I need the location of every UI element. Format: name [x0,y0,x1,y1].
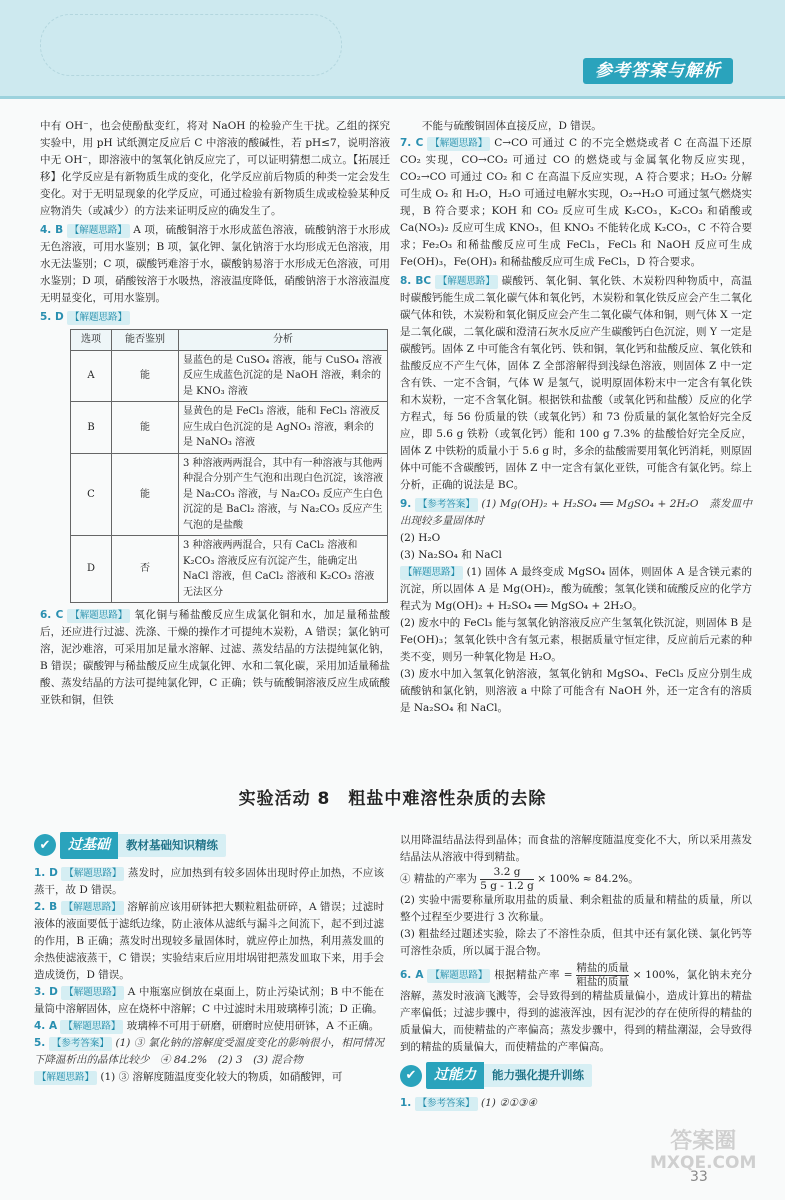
yield-formula [400,866,752,892]
table-cell: 3 种溶液两两混合，只有 CaCl₂ 溶液和 K₂CO₃ 溶液反应有沉淀产生，能确定出 NaCl 溶液，但 CaCl₂ 溶液和 K₂CO₃ 溶液无法区分 [179,536,388,603]
answer-4 [40,222,390,307]
table-cell: A [71,350,112,402]
analysis-text: (2) 废水中的 FeCl₃ 能与氢氧化钠溶液反应产生氢氧化铁沉淀，则固体 B 是 Fe(OH)₃；氢氧化铁中含有氢元素，根据质量守恒定律，反应前后元素的种类不变，则另一种氧化物是 H₂O。 [400,617,752,663]
watermark-line: 答案圈 [670,1129,737,1154]
answer-6 [40,607,390,709]
analysis-tag: 【解题思路】 [435,275,498,289]
answer-2 [34,899,384,984]
right-column [400,118,752,717]
answer-text: (1) Mg(OH)₂ + H₂SO₄ ══ MgSO₄ + 2H₂O 蒸发皿中出现较多量固体时 [400,498,752,527]
basic-section-continued [400,832,752,1112]
table-row [71,536,388,603]
table-cell: 能 [112,350,179,402]
analysis-text: (1) 固体 A 最终变成 MgSO₄ 固体，则固体 A 是含镁元素的沉淀，所以固体 A 是 Mg(OH)₂，酸为硫酸；氢氧化镁和硫酸反应的化学方程式为 Mg(OH)₂ + H₂SO₄ ══ MgSO₄ + 2H₂O。 [400,566,752,612]
answer-3 [34,984,384,1018]
checkmark-icon: ✔ [34,834,56,856]
table-cell: C [71,453,112,536]
question-number: 4. A [34,1019,58,1032]
paragraph: (3) 粗盐经过题述实验，除去了不溶性杂质，但其中还有氯化镁、氯化钙等可溶性杂质，所以属于混合物。 [400,928,752,958]
question-number: 5. D [40,311,64,323]
table-header-row [71,330,388,351]
answer-9 [400,496,752,530]
analysis [400,564,752,615]
question-number: 6. C [40,609,64,621]
answer-text: C→CO 可通过 C 的不完全燃烧或者 C 在高温下还原 CO₂ 实现，CO→CO₂ 可通过 CO 的燃烧或与金属氧化物反应实现，CO₂→CO 可通过 CO₂ 和 C 在高温下反应实现，A 符合要求；H₂O₂ 分解可生成 O₂ 和 H₂O，H₂O 可通过电解水实现，O₂→H₂O 可通过氢气燃烧实现，B 符合要求；KOH 和 CO₂ 反应可生成 K₂CO₃，K₂CO₃ 和硝酸或 Ca(NO₃)₂ 反应可生成 KNO₃，但 KNO₃ 不能转化成 K₂CO₃，C 不符合要求；Fe₂O₃ 和稀盐酸反应可生成 FeCl₃，FeCl₃ 和 NaOH 反应可生成 Fe(OH)₃，Fe(OH)₃ 和稀盐酸反应可生成 FeCl₃，D 符合要求。 [400,137,753,268]
answer-7 [400,135,752,271]
analysis-tag: 【解题思路】 [34,1071,97,1085]
fraction [480,866,534,892]
fraction [576,962,629,988]
column-header: 选项 [71,330,112,351]
table-cell: 能 [112,453,179,536]
left-column [40,118,390,709]
analysis-tag: 【解题思路】 [61,867,124,881]
question-number: 9. [400,498,412,510]
denominator: 5 g - 1.2 g [480,879,534,892]
answer-text: 碳酸钙、氧化铜、氧化铁、木炭粉四种物质中，高温时碳酸钙能生成二氧化碳气体和氧化钙，木炭粉和氧化铁反应会产生二氧化碳气体和铁，木炭粉和氧化铜反应会产生二氧化碳气体和铜，则气体 X 一定是二氧化碳，二氧化碳和澄清石灰水反应产生碳酸钙白色沉淀，则 Y 一定是碳酸钙。固体 Z 中可能含有氧化钙、铁和铜，氧化钙和盐酸反应、氧化铁和盐酸反应不产生气体，固体 Z 全部溶解得到浅绿色溶液，则固体 Z 中一定含有铁、一定不含铜，气体 W 是氢气，说明原固体粉末中一定含有氧化铁和木炭粉，一定不含氧化铜。根据铁和盐酸（或氧化钙和盐酸）反应的化学方程式，每 56 份质量的铁（或氧化钙）和 73 份质量的氯化氢恰好完全反应，即 5.6 g 铁粉（或氧化钙）能和 100 g 7.3% 的盐酸恰好完全反应，固体 Z 中铁粉的质量小于 5.6 g 时，多余的盐酸需要用氧化钙消耗，则原固体中可能不含碳酸钙，固体 Z 中一定含有氯化亚铁，可能含有氯化钙。综上分析，正确的说法是 BC。 [400,275,753,491]
question-number: 1. [400,1097,412,1110]
table-cell: D [71,536,112,603]
answer-1 [34,865,384,899]
analysis-text: (3) 废水中加入氢氧化钠溶液，氢氧化钠和 MgSO₄、FeCl₃ 反应分别生成硫酸钠和氯化钠，则溶液 a 中除了可能含有 NaOH 外，还一定含有的溶质是 Na₂SO₄ 和 NaCl。 [400,668,752,714]
answer-text: 玻璃棒不可用于研磨，研磨时应使用研钵，A 不正确。 [126,1019,380,1032]
badge-subtitle: 能力强化提升训练 [484,1064,592,1087]
answer-text: 蒸发时，应加热到有较多固体出现时停止加热，不应该蒸干，故 D 错误。 [34,866,384,896]
table-cell: 能 [112,402,179,454]
section-badge [400,1062,752,1089]
analysis-tag: 【解题思路】 [61,986,124,1000]
table-row [71,453,388,536]
analysis-tag: 【解题思路】 [427,137,490,151]
formula-suffix: × 100% ≈ 84.2%。 [537,873,639,886]
question-number: 8. BC [400,275,432,287]
column-header: 能否鉴别 [112,330,179,351]
table-row [71,350,388,402]
reference-answer-tag: 【参考答案】 [49,1037,112,1051]
answer-text: (3) Na₂SO₄ 和 NaCl [400,549,502,561]
badge-subtitle: 教材基础知识精练 [118,834,226,857]
question-number: 1. D [34,866,58,879]
formula-prefix: 根据精盐产率 = [494,969,573,982]
checkmark-icon: ✔ [400,1065,422,1087]
question-number: 7. C [400,137,424,149]
section-title: 实验活动 8 粗盐中难溶性杂质的去除 [238,789,547,809]
table-cell: B [71,402,112,454]
paragraph: 中有 OH⁻，也会使酚酞变红，将对 NaOH 的检验产生干扰。乙组的探究实验中，用 pH 试纸测定反应后 C 中溶液的酸碱性，若 pH≤7，说明溶液中无 OH⁻，即溶液中的氢氧化钠反应完了，可以证明猜想二成立。【拓展迁移】化学反应是有新物质生成的变化，化学反应前后物质的种类一定会发生变化。对于无明显现象的化学反应，可通过检验有新物质生成或检验某种反应物消失（或减少）的方法来证明反应的确发生了。 [40,120,390,217]
question-number: 5. [34,1036,46,1049]
answer-6 [400,962,752,1056]
analysis-tag: 【解题思路】 [427,969,490,983]
answer-5 [34,1035,384,1069]
formula-prefix: ④ 精盐的产率为 [400,873,477,886]
answer-text: 氧化铜与稀盐酸反应生成氯化铜和水，加足量稀盐酸后，还应进行过滤、洗涤、干燥的操作才可提纯木炭粉，A 错误；氯化钠可溶，泥沙难溶，可采用加足量水溶解、过滤、蒸发结晶的方法提纯氯化钠，B 错误；碳酸钾与稀盐酸反应生成氯化钾、水和二氧化碳，采用加适量稀盐酸、蒸发结晶的方法可提纯氯化钾，C 正确；铁与硫酸铜溶液反应生成硫酸亚铁和铜，但铁 [40,609,390,706]
header-decoration [40,14,342,76]
answer-text: 溶解前应该用研钵把大颗粒粗盐研碎，A 错误；过滤时液体的液面要低于滤纸边缘，防止液体从滤纸与漏斗之间流下，起不到过滤的作用，B 正确；蒸发时出现较多量固体时，就应停止加热，利用蒸发皿的余热使滤液蒸干，C 错误；实验结束后应用坩埚钳把蒸发皿取下来，用手会造成烫伤，D 错误。 [34,900,384,981]
answer-text: × 100%，氯化钠未充分溶解，蒸发时液滴飞溅等，会导致得到的精盐质量偏小，造成计算出的精盐产率偏低；过滤步骤中，得到的滤液浑浊，因有泥沙的存在使所得的精盐的质量偏大，而使精盐的产率偏高；蒸发步骤中，得到的精盐潮湿，会导致得到的精盐的质量偏大，而使精盐的产率偏高。 [400,969,753,1054]
answer-text: (2) H₂O [400,532,441,544]
analysis [34,1069,384,1086]
badge-title: 过基础 [60,832,118,859]
table-cell: 3 种溶液两两混合，其中有一种溶液与其他两种混合分别产生气泡和出现白色沉淀，该溶液是 Na₂CO₃ 溶液，与 Na₂CO₃ 反应产生白色沉淀的是 BaCl₂ 溶液，与 Na₂CO₃ 反应产生气泡的是盐酸 [179,453,388,536]
question-number: 2. B [34,900,58,913]
question-number: 3. D [34,985,58,998]
answer-8 [400,273,752,494]
answer-5 [40,309,390,326]
page-header [0,0,785,99]
reference-answer-tag: 【参考答案】 [415,1097,478,1111]
answer-text: A 项，硫酸铜溶于水形成蓝色溶液，硫酸钠溶于水形成无色溶液，可用水鉴别；B 项，氯化钾、氯化钠溶于水均形成无色溶液，用水无法鉴别；C 项，碳酸钙难溶于水，碳酸钠易溶于水形成无色溶液，可用水鉴别；D 项，硝酸铵溶于水吸热，溶液温度降低，硝酸钠溶于水溶液温度无明显变化，可用水鉴别。 [40,224,390,304]
watermark-line: MXQE.COM [650,1153,757,1174]
badge-title: 过能力 [426,1062,484,1089]
section-badge [34,832,384,859]
analysis-tag: 【解题思路】 [67,311,130,325]
analysis-tag: 【解题思路】 [67,224,130,238]
page-number: 33 [690,1169,708,1185]
column-header: 分析 [179,330,388,351]
table-cell: 否 [112,536,179,603]
numerator: 3.2 g [493,866,521,878]
header-title: 参考答案与解析 [583,58,733,84]
answer-text: A 中瓶塞应倒放在桌面上，防止污染试剂；B 中不能在量筒中溶解固体，应在烧杯中溶解；C 中过滤时未用玻璃棒引流；D 正确。 [34,985,384,1015]
paragraph: 不能与硫酸铜固体直接反应，D 错误。 [422,120,602,132]
basic-section [34,832,384,1086]
analysis-tag: 【解题思路】 [400,566,463,580]
analysis-tag: 【解题思路】 [67,609,130,623]
answer-1 [400,1095,752,1112]
analysis-tag: 【解题思路】 [60,1020,123,1034]
answer-text: (1) ②①③④ [481,1097,537,1110]
table-cell: 显蓝色的是 CuSO₄ 溶液，能与 CuSO₄ 溶液反应生成蓝色沉淀的是 NaOH 溶液，剩余的是 KNO₃ 溶液 [179,350,388,402]
table-cell: 显黄色的是 FeCl₃ 溶液，能和 FeCl₃ 溶液反应生成白色沉淀的是 AgNO₃ 溶液，剩余的是 NaNO₃ 溶液 [179,402,388,454]
question-number: 6. A [400,969,424,982]
analysis-table [70,329,388,603]
answer-4 [34,1018,384,1035]
answer-text: (1) ③ 氯化钠的溶解度受温度变化的影响很小，相同情况下降温析出的晶体比较少 ④ 84.2% (2) 3 (3) 混合物 [34,1036,384,1066]
table-row [71,402,388,454]
question-number: 4. B [40,224,64,236]
denominator: 粗盐的质量 [576,975,629,988]
watermark [650,1130,756,1173]
analysis-text: (1) ③ 溶解度随温度变化较大的物质，如硝酸钾，可 [100,1070,343,1083]
numerator: 精盐的质量 [576,962,629,975]
paragraph: (2) 实验中需要称量所取用盐的质量、剩余粗盐的质量和精盐的质量，所以整个过程至少要进行 3 次称量。 [400,894,752,924]
reference-answer-tag: 【参考答案】 [415,498,478,512]
paragraph: 以用降温结晶法得到晶体；而食盐的溶解度随温度变化不大，所以采用蒸发结晶法从溶液中得到精盐。 [400,834,752,863]
analysis-tag: 【解题思路】 [61,901,124,915]
